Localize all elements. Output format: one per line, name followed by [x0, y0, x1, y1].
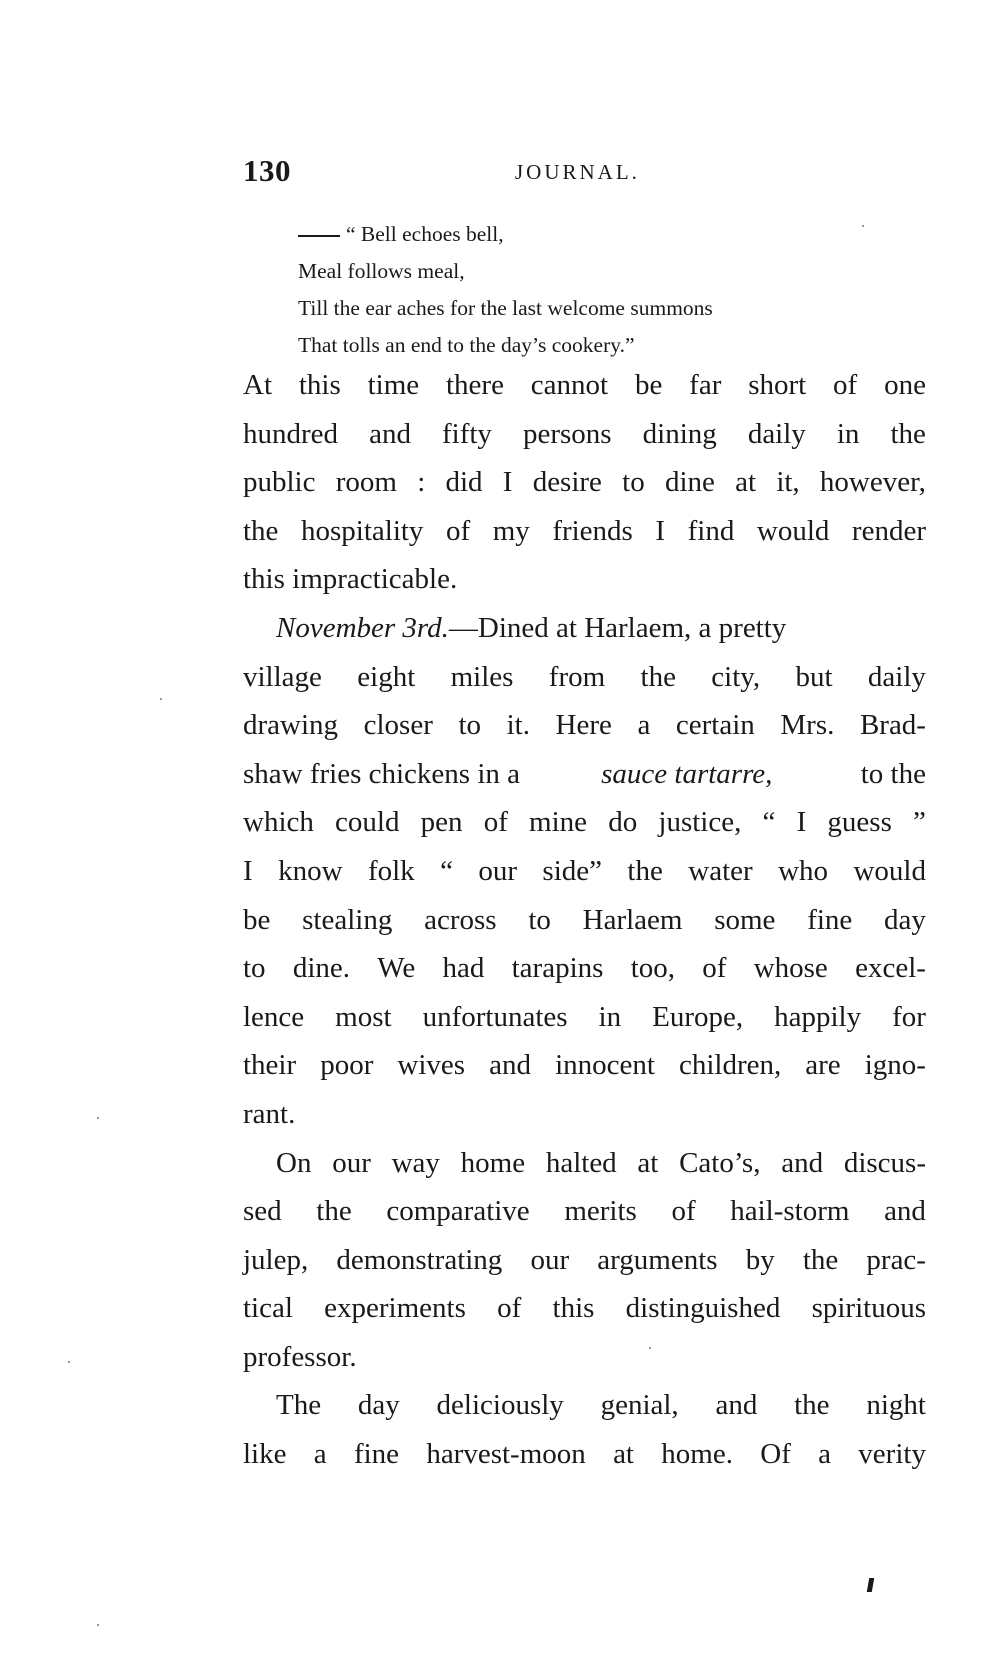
ink-mark	[867, 1578, 874, 1592]
verse-line: “ Bell echoes bell,	[298, 216, 918, 253]
text-line: public room : did I desire to dine at it, however,	[243, 466, 926, 499]
body-text	[243, 361, 926, 1479]
text-line: this impracticable.	[243, 563, 458, 596]
text-line: The day deliciously genial, and the night	[276, 1389, 926, 1422]
paper-speck	[68, 1361, 70, 1363]
verse-quote	[298, 216, 918, 364]
text-fragment: to the	[853, 757, 926, 790]
verse-line: That tolls an end to the day’s cookery.”	[298, 333, 635, 357]
text-line: professor.	[243, 1340, 357, 1373]
text-line: sed the comparative merits of hail-storm and	[243, 1195, 926, 1228]
text-line: which could pen of mine do justice, “ I guess ”	[243, 806, 926, 839]
text-line: drawing closer to it. Here a certain Mrs. Brad-	[243, 709, 926, 742]
paper-speck	[649, 1347, 651, 1349]
text-line: rant.	[243, 1097, 296, 1130]
verse-line: Till the ear aches for the last welcome summons	[298, 296, 713, 320]
text-line	[243, 604, 926, 653]
running-head: JOURNAL.	[515, 160, 640, 184]
italic-phrase: sauce tartarre,	[601, 757, 773, 790]
text-line: At this time there cannot be far short of one	[243, 369, 926, 401]
text-line: be stealing across to Harlaem some fine day	[243, 903, 926, 936]
verse-line: Meal follows meal,	[298, 259, 465, 283]
text-fragment: shaw fries chickens in a	[243, 757, 521, 790]
paper-speck	[97, 1117, 99, 1119]
paper-speck	[862, 225, 864, 227]
text-line: On our way home halted at Cato’s, and discus-	[276, 1146, 926, 1179]
text-fragment: —Dined at Harlaem, a pretty	[448, 611, 787, 644]
text-line	[243, 750, 926, 799]
paper-speck	[97, 1624, 99, 1626]
text-line: to dine. We had tarapins too, of whose excel-	[243, 952, 926, 985]
page-number: 130	[243, 153, 291, 188]
text-line: village eight miles from the city, but daily	[243, 660, 926, 693]
date-heading: November 3rd.	[276, 611, 449, 644]
paper-speck	[160, 698, 162, 700]
text-line: the hospitality of my friends I find would render	[243, 514, 926, 547]
text-line: julep, demonstrating our arguments by the prac-	[243, 1243, 926, 1276]
text-line: tical experiments of this distinguished spirituous	[243, 1292, 926, 1325]
text-line: their poor wives and innocent children, are igno-	[243, 1049, 926, 1082]
text-line: I know folk “ our side” the water who would	[243, 854, 926, 887]
text-line: like a fine harvest-moon at home. Of a verity	[243, 1438, 926, 1471]
text-line: lence most unfortunates in Europe, happily for	[243, 1000, 926, 1033]
text-line: hundred and fifty persons dining daily in the	[243, 417, 926, 450]
